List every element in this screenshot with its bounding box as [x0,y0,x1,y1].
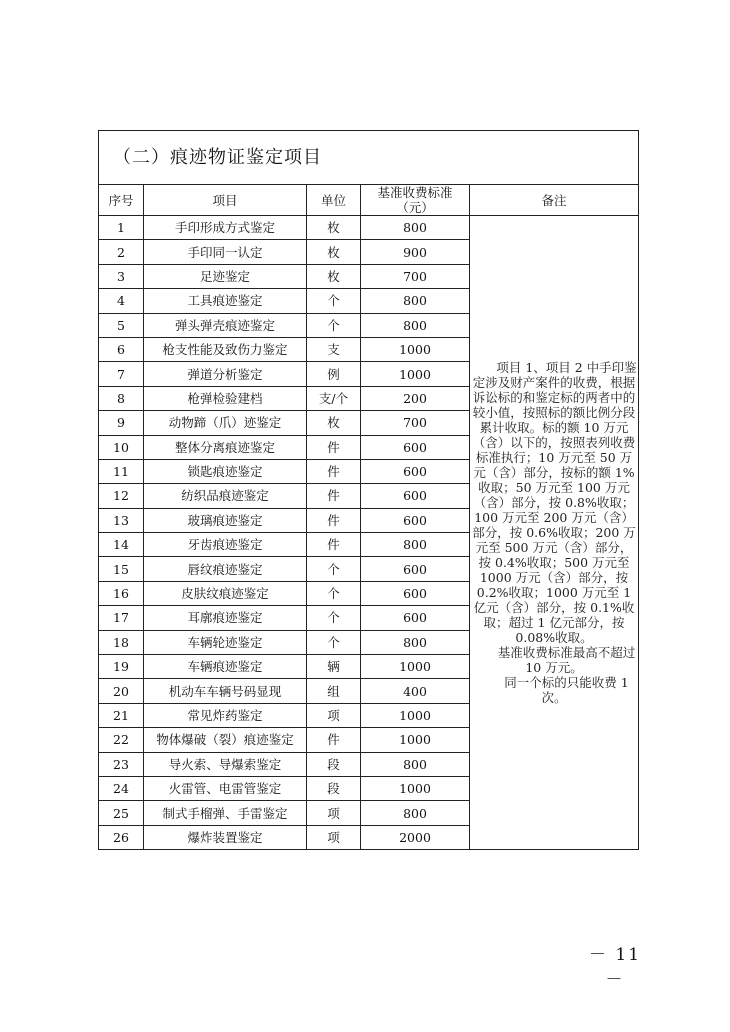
cell-item: 整体分离痕迹鉴定 [144,435,307,459]
cell-unit: 枚 [307,411,361,435]
cell-unit: 件 [307,435,361,459]
cell-unit: 个 [307,606,361,630]
header-unit: 单位 [307,185,361,216]
cell-fee: 600 [361,459,470,483]
cell-seq: 12 [99,484,144,508]
cell-item: 弹头弹壳痕迹鉴定 [144,313,307,337]
cell-item: 锁匙痕迹鉴定 [144,459,307,483]
cell-unit: 枚 [307,240,361,264]
cell-item: 机动车车辆号码显现 [144,679,307,703]
cell-unit: 件 [307,533,361,557]
cell-seq: 18 [99,630,144,654]
cell-fee: 1000 [361,703,470,727]
cell-unit: 段 [307,752,361,776]
cell-item: 车辆轮迹鉴定 [144,630,307,654]
cell-seq: 8 [99,386,144,410]
cell-seq: 24 [99,776,144,800]
cell-unit: 支 [307,337,361,361]
fee-table [98,130,639,850]
cell-item: 常见炸药鉴定 [144,703,307,727]
cell-item: 牙齿痕迹鉴定 [144,533,307,557]
cell-unit: 个 [307,581,361,605]
cell-seq: 11 [99,459,144,483]
cell-seq: 9 [99,411,144,435]
remark-paragraph: 基准收费标准最高不超过 10 万元。 [497,645,636,676]
cell-item: 枪弹检验建档 [144,386,307,410]
cell-fee: 1000 [361,362,470,386]
cell-fee: 800 [361,801,470,825]
cell-seq: 19 [99,655,144,679]
cell-fee: 700 [361,264,470,288]
cell-seq: 6 [99,337,144,361]
cell-unit: 件 [307,484,361,508]
cell-seq: 25 [99,801,144,825]
header-seq: 序号 [99,185,144,216]
cell-fee: 600 [361,435,470,459]
cell-item: 手印形成方式鉴定 [144,216,307,240]
remark-paragraph: 项目 1、项目 2 中手印鉴定涉及财产案件的收费，根据诉讼标的和鉴定标的两者中的较小值，按照标的额比例分段累计收取。标的额 10 万元（含）以下的，按照表列收费标准执行；10 万元至 50 万元（含）部分，按标的额 1%收取；50 万元至 100 万元（含）部分，按 0.8%收取；100 万元至 200 万元（含）部分，按 0.6%收取；200 万元至 500 万元（含）部分，按 0.4%收取；500 万元至 1000 万元（含）部分，按 0.2%收取；1000 万元至 1 亿元（含）部分，按 0.1%收取；超过 1 亿元部分，按 0.08%收取。 [472,360,637,646]
cell-unit: 项 [307,703,361,727]
remarks-cell [470,216,639,850]
cell-fee: 800 [361,289,470,313]
table-title: （二）痕迹物证鉴定项目 [99,131,639,185]
cell-fee: 600 [361,606,470,630]
cell-unit: 支/个 [307,386,361,410]
cell-fee: 800 [361,630,470,654]
cell-unit: 件 [307,508,361,532]
cell-seq: 15 [99,557,144,581]
cell-seq: 7 [99,362,144,386]
cell-seq: 21 [99,703,144,727]
cell-item: 手印同一认定 [144,240,307,264]
cell-seq: 17 [99,606,144,630]
cell-seq: 22 [99,728,144,752]
cell-item: 工具痕迹鉴定 [144,289,307,313]
cell-seq: 14 [99,533,144,557]
cell-unit: 项 [307,825,361,849]
cell-item: 车辆痕迹鉴定 [144,655,307,679]
cell-fee: 800 [361,313,470,337]
cell-item: 制式手榴弹、手雷鉴定 [144,801,307,825]
cell-fee: 600 [361,508,470,532]
cell-fee: 600 [361,557,470,581]
cell-item: 纺织品痕迹鉴定 [144,484,307,508]
cell-item: 弹道分析鉴定 [144,362,307,386]
cell-seq: 1 [99,216,144,240]
cell-unit: 项 [307,801,361,825]
cell-fee: 800 [361,533,470,557]
cell-item: 导火索、导爆索鉴定 [144,752,307,776]
cell-item: 皮肤纹痕迹鉴定 [144,581,307,605]
cell-seq: 3 [99,264,144,288]
cell-seq: 23 [99,752,144,776]
header-row [99,185,639,216]
cell-unit: 枚 [307,216,361,240]
cell-seq: 16 [99,581,144,605]
cell-item: 唇纹痕迹鉴定 [144,557,307,581]
cell-seq: 5 [99,313,144,337]
cell-fee: 800 [361,752,470,776]
cell-unit: 件 [307,459,361,483]
cell-fee: 900 [361,240,470,264]
cell-item: 火雷管、电雷管鉴定 [144,776,307,800]
cell-item: 物体爆破（裂）痕迹鉴定 [144,728,307,752]
cell-fee: 600 [361,581,470,605]
cell-item: 玻璃痕迹鉴定 [144,508,307,532]
page-number: － 11 － [588,945,642,990]
cell-unit: 辆 [307,655,361,679]
table-row [99,216,639,240]
cell-fee: 600 [361,484,470,508]
header-note: 备注 [470,185,639,216]
cell-item: 动物蹄（爪）迹鉴定 [144,411,307,435]
cell-seq: 13 [99,508,144,532]
cell-item: 耳廓痕迹鉴定 [144,606,307,630]
cell-fee: 1000 [361,655,470,679]
cell-item: 爆炸装置鉴定 [144,825,307,849]
header-item: 项目 [144,185,307,216]
cell-unit: 枚 [307,264,361,288]
cell-fee: 400 [361,679,470,703]
cell-unit: 个 [307,557,361,581]
cell-seq: 26 [99,825,144,849]
cell-fee: 1000 [361,776,470,800]
cell-fee: 2000 [361,825,470,849]
cell-fee: 1000 [361,337,470,361]
cell-fee: 800 [361,216,470,240]
cell-unit: 件 [307,728,361,752]
cell-item: 枪支性能及致伤力鉴定 [144,337,307,361]
cell-fee: 200 [361,386,470,410]
cell-seq: 10 [99,435,144,459]
cell-item: 足迹鉴定 [144,264,307,288]
cell-unit: 个 [307,289,361,313]
cell-unit: 段 [307,776,361,800]
cell-fee: 1000 [361,728,470,752]
cell-seq: 4 [99,289,144,313]
header-fee: 基准收费标准（元） [361,185,470,216]
cell-unit: 组 [307,679,361,703]
cell-unit: 个 [307,630,361,654]
remark-paragraph: 同一个标的只能收费 1 次。 [504,675,629,706]
cell-unit: 个 [307,313,361,337]
cell-unit: 例 [307,362,361,386]
cell-seq: 20 [99,679,144,703]
cell-seq: 2 [99,240,144,264]
cell-fee: 700 [361,411,470,435]
